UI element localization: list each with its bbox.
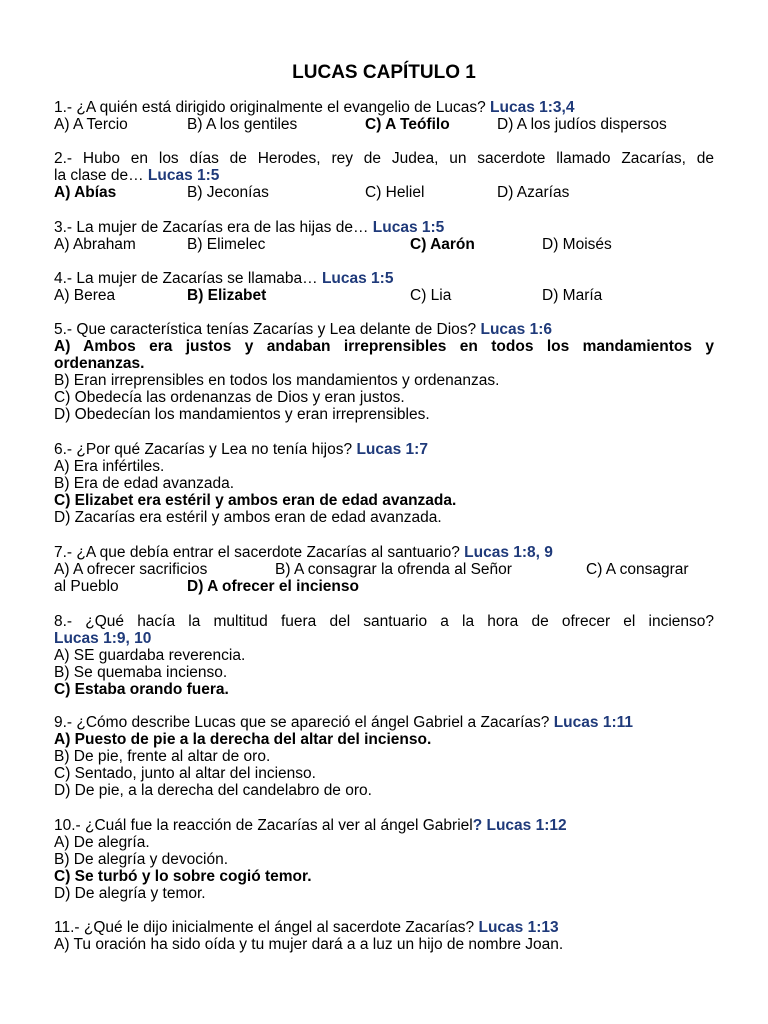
- option-c-correct: C) Se turbó y lo sobre cogió temor.: [54, 868, 312, 885]
- option-a: A) Tu oración ha sido oída y tu mujer dará a a luz un hijo de nombre Joan.: [54, 936, 564, 953]
- question-8: [54, 613, 714, 698]
- question-7: [54, 544, 714, 595]
- option-b: B) Eran irreprensibles en todos los mandamientos y ordenanzas.: [54, 372, 500, 389]
- option-b: B) Jeconías: [187, 184, 269, 201]
- option-d-correct: D) A ofrecer el incienso: [187, 578, 359, 595]
- bible-reference: Lucas 1:5: [321, 270, 394, 287]
- option-c: C) Lia: [410, 287, 452, 304]
- option-d: D) María: [542, 287, 603, 304]
- option-d: D) Obedecían los mandamientos y eran irreprensibles.: [54, 406, 430, 423]
- option-b: B) De pie, frente al altar de oro.: [54, 748, 271, 765]
- question-text: 1.- ¿A quién está dirigido originalmente el evangelio de Lucas?: [54, 99, 486, 116]
- option-b: B) A consagrar la ofrenda al Señor: [275, 561, 512, 578]
- option-a: A) SE guardaba reverencia.: [54, 647, 246, 664]
- option-d: D) De pie, a la derecha del candelabro de oro.: [54, 782, 372, 799]
- question-text: 9.- ¿Cómo describe Lucas que se apareció el ángel Gabriel a Zacarías?: [54, 714, 550, 731]
- question-10: [54, 817, 714, 902]
- option-b-correct: B) Elizabet: [187, 287, 267, 304]
- bible-reference: Lucas 1:13: [478, 919, 559, 936]
- bible-reference: Lucas 1:5: [147, 167, 220, 184]
- options-row-2: [54, 578, 714, 595]
- bible-reference: Lucas 1:6: [480, 321, 552, 338]
- option-c: C) A consagrar: [586, 561, 689, 578]
- option-b: B) A los gentiles: [187, 116, 298, 133]
- option-a-correct: A) Ambos era justos y andaban irreprensibles en todos los mandamientos y: [54, 338, 714, 355]
- bible-reference: Lucas 1:5: [372, 219, 445, 236]
- option-c: C) Sentado, junto al altar del incienso.: [54, 765, 316, 782]
- question-text: 11.- ¿Qué le dijo inicialmente el ángel al sacerdote Zacarías?: [54, 919, 475, 936]
- question-text: 3.- La mujer de Zacarías era de las hijas de…: [54, 219, 369, 236]
- question-text: 8.- ¿Qué hacía la multitud fuera del santuario a la hora de ofrecer el incienso?: [54, 613, 714, 630]
- option-d: D) Azarías: [497, 184, 570, 201]
- options-row: [54, 184, 714, 201]
- question-text: 10.- ¿Cuál fue la reacción de Zacarías al ver al ángel Gabriel: [54, 817, 473, 834]
- option-d: D) Zacarías era estéril y ambos eran de edad avanzada.: [54, 509, 442, 526]
- question-text: 5.- Que característica tenías Zacarías y Lea delante de Dios?: [54, 321, 477, 338]
- option-a-correct: A) Puesto de pie a la derecha del altar del incienso.: [54, 731, 432, 748]
- options-row: [54, 116, 714, 133]
- bible-reference: Lucas 1:8, 9: [464, 544, 553, 561]
- option-a: A) Era infértiles.: [54, 458, 165, 475]
- option-b: B) Elimelec: [187, 236, 266, 253]
- bible-reference: ? Lucas 1:12: [472, 817, 567, 834]
- option-a: A) A ofrecer sacrificios: [54, 561, 208, 578]
- option-c-correct: C) Estaba orando fuera.: [54, 681, 229, 698]
- options-row: [54, 287, 714, 304]
- question-5: [54, 321, 714, 423]
- option-a: A) Berea: [54, 287, 116, 304]
- question-text: 4.- La mujer de Zacarías se llamaba…: [54, 270, 318, 287]
- option-b: B) Se quemaba incienso.: [54, 664, 228, 681]
- option-d: D) A los judíos dispersos: [497, 116, 667, 133]
- bible-reference: Lucas 1:11: [553, 714, 633, 731]
- question-4: [54, 270, 714, 304]
- option-c-correct: C) A Teófilo: [365, 116, 450, 133]
- question-text-cont: la clase de…: [54, 167, 144, 184]
- bible-reference: Lucas 1:9, 10: [54, 630, 152, 647]
- option-a: A) De alegría.: [54, 834, 150, 851]
- option-c-correct: C) Aarón: [410, 236, 475, 253]
- bible-reference: Lucas 1:3,4: [490, 99, 575, 116]
- bible-reference: Lucas 1:7: [356, 441, 428, 458]
- option-c-correct: C) Elizabet era estéril y ambos eran de edad avanzada.: [54, 492, 457, 509]
- question-text: 6.- ¿Por qué Zacarías y Lea no tenía hijos?: [54, 441, 353, 458]
- question-9: [54, 714, 714, 799]
- option-d: D) Moisés: [542, 236, 612, 253]
- options-row: [54, 236, 714, 253]
- question-11: [54, 919, 714, 953]
- option-a-correct: A) Abías: [54, 184, 117, 201]
- question-text: 7.- ¿A que debía entrar el sacerdote Zacarías al santuario?: [54, 544, 460, 561]
- question-text: 2.- Hubo en los días de Herodes, rey de Judea, un sacerdote llamado Zacarías, de: [54, 150, 714, 167]
- option-a-cont: ordenanzas.: [54, 355, 145, 372]
- option-a: A) Abraham: [54, 236, 136, 253]
- option-c: C) Obedecía las ordenanzas de Dios y eran justos.: [54, 389, 405, 406]
- question-1: [54, 99, 714, 133]
- page-title: LUCAS CAPÍTULO 1: [292, 62, 476, 83]
- option-b: B) De alegría y devoción.: [54, 851, 229, 868]
- options-row: [54, 561, 714, 578]
- option-a: A) A Tercio: [54, 116, 128, 133]
- option-d: D) De alegría y temor.: [54, 885, 206, 902]
- option-c: C) Heliel: [365, 184, 425, 201]
- option-c-cont: al Pueblo: [54, 578, 119, 595]
- question-2: [54, 150, 714, 201]
- question-3: [54, 219, 714, 253]
- question-6: [54, 441, 714, 526]
- option-b: B) Era de edad avanzada.: [54, 475, 235, 492]
